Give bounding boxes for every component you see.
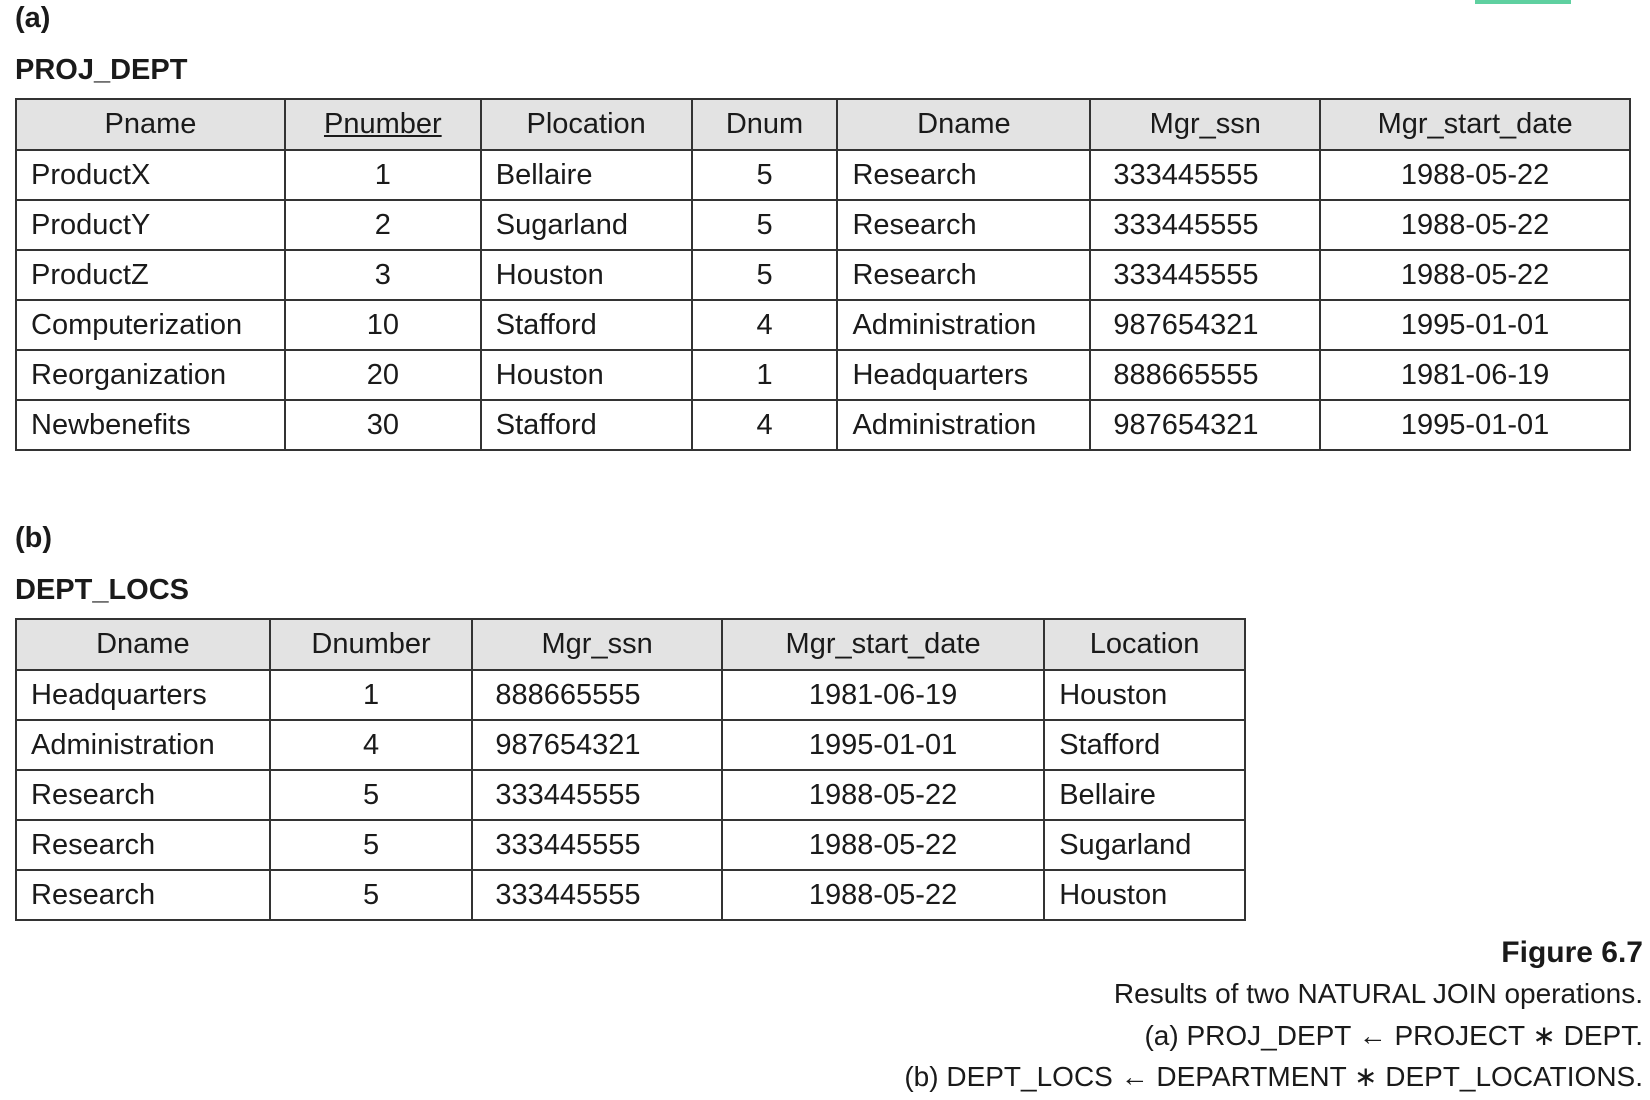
table-cell: Newbenefits: [16, 400, 285, 450]
table-cell: 333445555: [472, 820, 722, 870]
table-cell: 10: [285, 300, 481, 350]
column-header-label: Mgr_start_date: [1377, 108, 1573, 140]
table-cell: Research: [837, 250, 1090, 300]
table-cell: Research: [16, 770, 270, 820]
column-header-label: Pnumber: [323, 108, 442, 140]
caption-line-1: Results of two NATURAL JOIN operations.: [1113, 978, 1643, 1009]
table-row: [16, 720, 1245, 770]
table-cell: Bellaire: [481, 150, 692, 200]
table-cell: 4: [270, 720, 473, 770]
table-cell: 888665555: [1090, 350, 1320, 400]
column-header: [837, 99, 1090, 150]
column-header: [16, 619, 270, 670]
table-cell: 1995-01-01: [1320, 300, 1630, 350]
table-cell: 1981-06-19: [722, 670, 1044, 720]
table-cell: 4: [692, 400, 838, 450]
table-cell: Administration: [837, 400, 1090, 450]
column-header: [472, 619, 722, 670]
column-header-label: Dnumber: [311, 628, 431, 660]
table-cell: Headquarters: [837, 350, 1090, 400]
table-cell: Stafford: [1044, 720, 1245, 770]
caption-line-2: (a) PROJ_DEPT ← PROJECT ∗ DEPT.: [1144, 1020, 1643, 1051]
table-cell: 4: [692, 300, 838, 350]
table-cell: Research: [837, 200, 1090, 250]
proj-dept-table: [15, 98, 1631, 451]
column-header: [270, 619, 473, 670]
column-header: [692, 99, 838, 150]
table-cell: 333445555: [1090, 200, 1320, 250]
table-cell: Houston: [481, 350, 692, 400]
table-cell: 1988-05-22: [722, 770, 1044, 820]
table-cell: Administration: [837, 300, 1090, 350]
table-cell: Houston: [1044, 870, 1245, 920]
table-cell: Research: [837, 150, 1090, 200]
column-header: [1090, 99, 1320, 150]
table-cell: Administration: [16, 720, 270, 770]
table-cell: 1988-05-22: [1320, 200, 1630, 250]
table-row: [16, 670, 1245, 720]
table-cell: 5: [692, 200, 838, 250]
table-cell: 987654321: [1090, 400, 1320, 450]
header-row: [16, 619, 1245, 670]
table-cell: 1: [692, 350, 838, 400]
table-cell: 1: [285, 150, 481, 200]
dept-locs-table: [15, 618, 1246, 921]
table-cell: Sugarland: [481, 200, 692, 250]
table-cell: 5: [270, 820, 473, 870]
table-row: [16, 150, 1630, 200]
dept-locs-title: DEPT_LOCS: [15, 574, 190, 606]
table-row: [16, 200, 1630, 250]
table-row: [16, 820, 1245, 870]
table-row: [16, 300, 1630, 350]
column-header-label: Location: [1089, 628, 1200, 660]
column-header-label: Mgr_ssn: [1149, 108, 1261, 140]
table-cell: Stafford: [481, 300, 692, 350]
table-cell: Computerization: [16, 300, 285, 350]
table-cell: Research: [16, 870, 270, 920]
table-cell: 30: [285, 400, 481, 450]
proj-dept-title: PROJ_DEPT: [15, 54, 188, 86]
table-cell: 333445555: [1090, 250, 1320, 300]
table-cell: 5: [692, 150, 838, 200]
table-row: [16, 770, 1245, 820]
table-cell: Stafford: [481, 400, 692, 450]
caption-line-3: (b) DEPT_LOCS ← DEPARTMENT ∗ DEPT_LOCATIONS.: [904, 1061, 1643, 1092]
table-row: [16, 400, 1630, 450]
column-header-label: Pname: [104, 108, 197, 140]
column-header: [285, 99, 481, 150]
figure-number: Figure 6.7: [1501, 936, 1643, 969]
table-cell: 5: [270, 870, 473, 920]
table-cell: 333445555: [1090, 150, 1320, 200]
table-cell: 3: [285, 250, 481, 300]
column-header-label: Dnum: [725, 108, 804, 140]
header-row: [16, 99, 1630, 150]
table-cell: 333445555: [472, 770, 722, 820]
table-cell: Headquarters: [16, 670, 270, 720]
table-cell: Research: [16, 820, 270, 870]
table-cell: 20: [285, 350, 481, 400]
table-cell: Reorganization: [16, 350, 285, 400]
accent-bar: [1475, 0, 1571, 4]
column-header: [16, 99, 285, 150]
column-header-label: Dname: [96, 628, 190, 660]
table-row: [16, 250, 1630, 300]
column-header-label: Mgr_ssn: [541, 628, 653, 660]
table-cell: Bellaire: [1044, 770, 1245, 820]
column-header: [722, 619, 1044, 670]
column-header-label: Plocation: [526, 108, 646, 140]
table-cell: 2: [285, 200, 481, 250]
table-cell: 1995-01-01: [722, 720, 1044, 770]
column-header: [481, 99, 692, 150]
table-cell: 5: [270, 770, 473, 820]
table-cell: 5: [692, 250, 838, 300]
table-row: [16, 870, 1245, 920]
table-cell: 888665555: [472, 670, 722, 720]
column-header-label: Mgr_start_date: [785, 628, 981, 660]
table-cell: 987654321: [1090, 300, 1320, 350]
table-cell: 1995-01-01: [1320, 400, 1630, 450]
table-cell: 333445555: [472, 870, 722, 920]
table-cell: 1988-05-22: [722, 820, 1044, 870]
part-b-label: (b): [15, 522, 53, 554]
table-cell: 1988-05-22: [1320, 250, 1630, 300]
part-a-label: (a): [15, 2, 51, 34]
column-header-label: Dname: [917, 108, 1011, 140]
table-row: [16, 350, 1630, 400]
column-header: [1044, 619, 1245, 670]
table-cell: 1: [270, 670, 473, 720]
table-cell: Houston: [481, 250, 692, 300]
table-cell: Houston: [1044, 670, 1245, 720]
table-cell: 987654321: [472, 720, 722, 770]
table-cell: Sugarland: [1044, 820, 1245, 870]
table-cell: ProductY: [16, 200, 285, 250]
table-cell: ProductX: [16, 150, 285, 200]
table-cell: 1988-05-22: [1320, 150, 1630, 200]
table-cell: 1981-06-19: [1320, 350, 1630, 400]
table-cell: 1988-05-22: [722, 870, 1044, 920]
column-header: [1320, 99, 1630, 150]
table-cell: ProductZ: [16, 250, 285, 300]
